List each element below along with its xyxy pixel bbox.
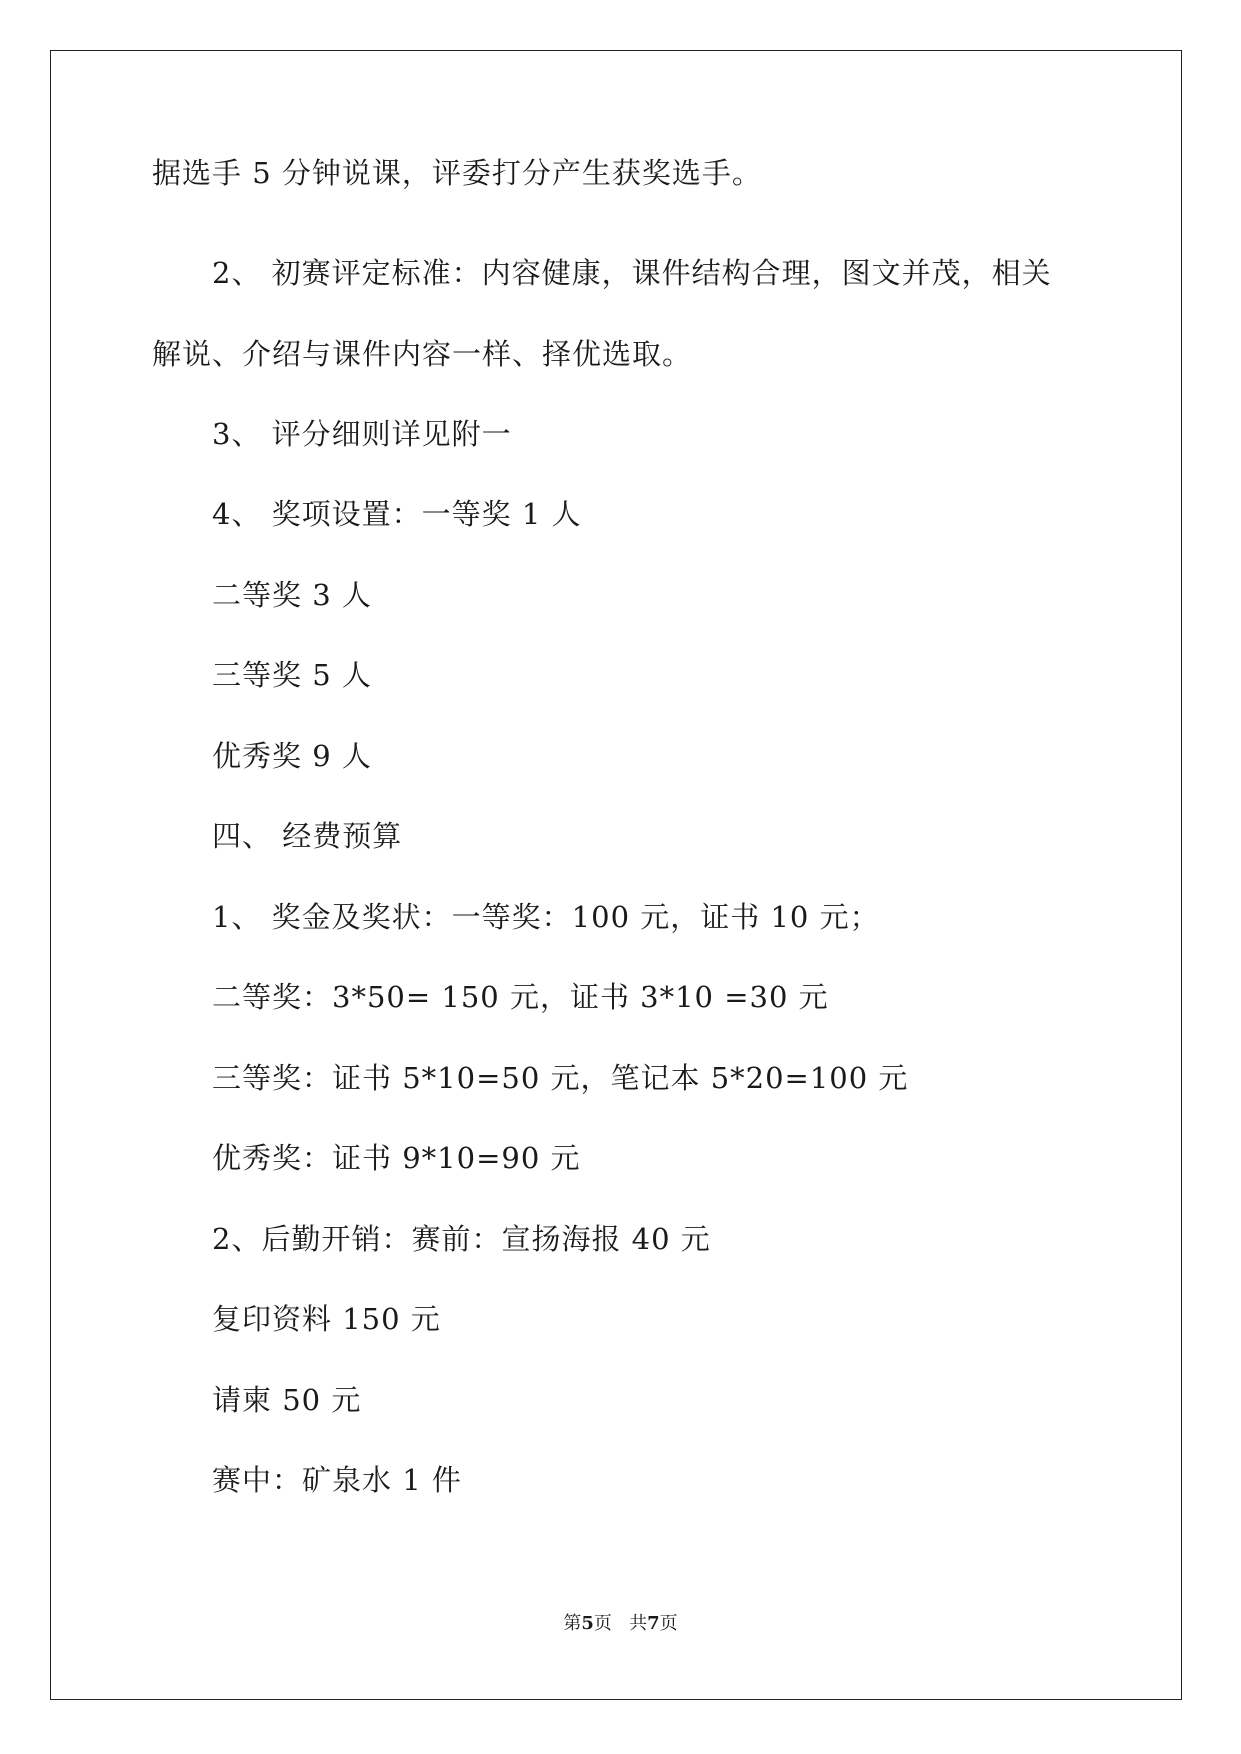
page-prefix: 第	[563, 1613, 582, 1634]
total-unit: 页	[659, 1613, 678, 1634]
body-line: 2、 初赛评定标准：内容健康，课件结构合理，图文并茂，相关	[212, 256, 1052, 290]
body-line: 3、 评分细则详见附一	[212, 417, 512, 451]
body-line: 1、 奖金及奖状：一等奖：100 元，证书 10 元；	[212, 900, 880, 934]
body-line: 优秀奖 9 人	[212, 739, 372, 773]
body-line: 三等奖：证书 5*10=50 元，笔记本 5*20=100 元	[212, 1061, 909, 1095]
page-footer	[0, 1612, 1241, 1636]
total-prefix: 共	[629, 1613, 648, 1634]
body-line: 二等奖：3*50= 150 元，证书 3*10 =30 元	[212, 980, 829, 1014]
body-line: 据选手 5 分钟说课，评委打分产生获奖选手。	[152, 156, 762, 190]
body-line: 三等奖 5 人	[212, 658, 372, 692]
page-unit: 页	[593, 1613, 612, 1634]
page-border	[50, 50, 1182, 1700]
body-line: 二等奖 3 人	[212, 578, 372, 612]
body-line: 解说、介绍与课件内容一样、择优选取。	[152, 337, 693, 371]
body-line: 复印资料 150 元	[212, 1302, 441, 1336]
page-current: 5	[581, 1613, 594, 1634]
body-line: 优秀奖：证书 9*10=90 元	[212, 1141, 581, 1175]
section-heading: 四、 经费预算	[212, 819, 403, 853]
body-line: 2、后勤开销：赛前：宣扬海报 40 元	[212, 1222, 711, 1256]
body-line: 赛中：矿泉水 1 件	[212, 1463, 462, 1497]
body-line: 4、 奖项设置：一等奖 1 人	[212, 497, 582, 531]
body-line: 请柬 50 元	[212, 1383, 362, 1417]
page-total: 7	[647, 1613, 660, 1634]
